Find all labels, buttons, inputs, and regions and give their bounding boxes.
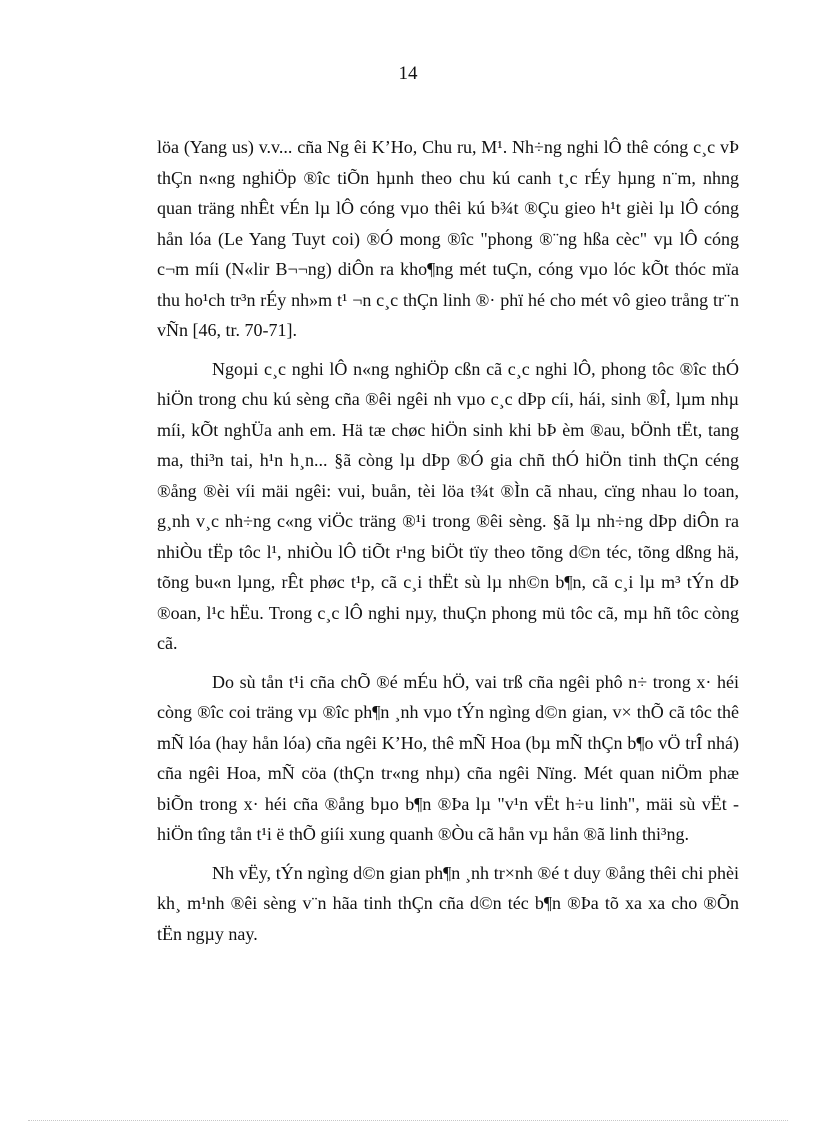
paragraph-4: Nh vËy, tÝn ngìng d©n gian ph¶n ¸nh tr×nh ®é t duy ®ång thêi chi phèi kh¸ m¹nh ®êi sèng v¨n hãa tinh thÇn cña d©n téc b¶n ®Þa tõ xa xa cho ®Õn tËn ngµy nay. (157, 862, 739, 944)
paragraph-2: Ngoµi c¸c nghi lÔ n«ng nghiÖp cßn cã c¸c nghi lÔ, phong tôc ®îc thÓ hiÖn trong chu kú sèng cña ®êi ngêi nh vµo c¸c dÞp cíi, hái, sinh ®Î, lµm nhµ míi, kÕt nghÜa anh em. Hä tæ chøc hiÖn sinh khi bÞ èm ®au, bÖnh tËt, tang ma, thi³n tai, h¹n h¸n... §ã còng lµ dÞp ®Ó gia chñ thÓ hiÖn tinh thÇn céng ®ång ®èi víi mäi ngêi: vui, buån, tèi löa t¾t ®Ìn cã nhau, cïng nhau lo toan, g¸nh v¸c nh÷ng c«ng viÖc träng ®¹i trong ®êi sèng. §ã lµ nh÷ng dÞp diÔn ra nhiÒu tËp tôc l¹, nhiÒu lÔ tiÕt r¹ng biÖt tïy theo tõng d©n téc, tõng dßng hä, tõng bu«n lµng, rÊt phøc t¹p, cã c¸i thËt sù lµ nh©n b¶n, cã c¸i lµ m³ tÝn dÞ ®oan, l¹c hËu. Trong c¸c lÔ nghi nµy, thuÇn phong mü tôc cã, mµ hñ tôc còng cã. (157, 358, 739, 653)
footer-divider (28, 1120, 788, 1121)
body-text (157, 132, 739, 949)
paragraph-3: Do sù tån t¹i cña chÕ ®é mÉu hÖ, vai trß cña ngêi phô n÷ trong x· héi còng ®îc coi träng vµ ®îc ph¶n ¸nh vµo tÝn ngìng d©n gian, v× thÕ cã tôc thê mÑ lóa (hay hån lóa) cña ngêi K’Ho, thê mÑ Hoa (bµ mÑ thÇn b¶o vÖ trÎ nhá) cña ngêi Hoa, mÑ cöa (thÇn tr«ng nhµ) cña ngêi Nïng. Mét quan niÖm phæ biÕn trong x· héi cña ®ång bµo b¶n ®Þa lµ "v¹n vËt h÷u linh", mäi sù vËt - hiÖn tîng tån t¹i ë thÕ giíi xung quanh ®Òu cã hån vµ hån ®ã linh thi³ng. (157, 671, 739, 844)
paragraph-1: löa (Yang us) v.v... cña Ng êi K’Ho, Chu ru, M¹. Nh÷ng nghi lÔ thê cóng c¸c vÞ thÇn n«ng nghiÖp ®îc tiÕn hµnh theo chu kú canh t¸c rÉy hµng n¨m, nhng quan träng nhÊt vÉn lµ lÔ cóng vµo thêi kú b¾t ®Çu gieo h¹t gièi lµ lÔ cóng hån lóa (Le Yang Tuyt coi) ®Ó mong ®îc "phong ®¨ng hßa cèc" vµ lÔ cóng c¬m míi (N«lir B¬¬ng) diÔn ra kho¶ng mét tuÇn, cóng vµo lóc kÕt thóc mïa thu ho¹ch tr³n rÉy nh»m t¹ ¬n c¸c thÇn linh ®· phï hé cho mét vô gieo trång tr¨n vÑn [46, tr. 70-71]. (157, 137, 739, 340)
page-number: 14 (398, 63, 418, 84)
